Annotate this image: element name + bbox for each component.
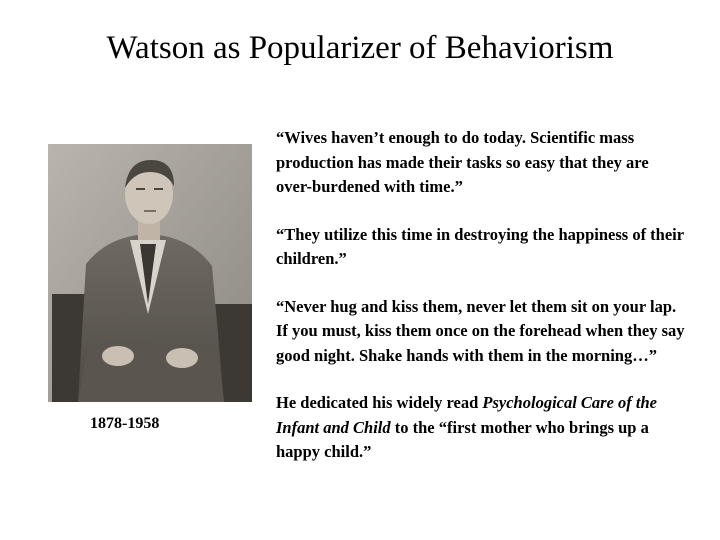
quotes-block (276, 126, 686, 465)
book-title: Psychological Care of the Infant and Child (276, 393, 658, 437)
dedication-text (276, 391, 686, 465)
quote-1: “Wives haven’t enough to do today. Scientific mass production has made their tasks so easy that they are over-burdened with time.” (276, 128, 649, 196)
dedication-prefix: He dedicated his widely read (276, 393, 483, 412)
slide-title: Watson as Popularizer of Behaviorism (106, 30, 614, 66)
quote-3: “Never hug and kiss them, never let them sit on your lap. If you must, kiss them once on the forehead when they say good night. Shake hands with them in the morning…” (276, 296, 685, 365)
portrait-image (48, 144, 252, 402)
photo-caption: 1878-1958 (90, 415, 160, 432)
dedication-suffix: to the “first mother who brings up a happy child.” (276, 417, 649, 461)
portrait-photo (48, 144, 252, 402)
quote-2: “They utilize this time in destroying the happiness of their children.” (276, 224, 684, 268)
